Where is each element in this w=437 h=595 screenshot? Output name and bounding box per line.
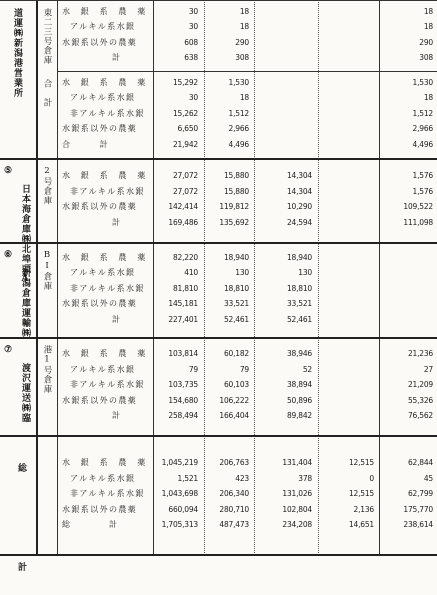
section-number: ⑥ [4,250,13,260]
cell-value: 30 [188,7,198,16]
cell-value: 1,512 [228,109,249,118]
column-rule [318,0,319,555]
cell-value: 1,705,313 [161,520,198,529]
cell-value: 52,461 [223,315,249,324]
cell-value: 21,209 [407,380,433,389]
row-label: 水銀系以外の農薬 [62,505,138,514]
cell-value: 89,842 [286,411,312,420]
row-label: 非アルキル系水銀 [70,109,145,118]
warehouse-name: 渡沢運送㈱臨 [20,363,30,423]
row-rule [0,554,437,556]
cell-value: 660,094 [168,505,198,514]
row-label: 水 銀 系 農 薬 [62,171,147,180]
cell-value: 30 [188,93,198,102]
section-number: ⑦ [4,345,13,355]
cell-value: 410 [184,268,198,277]
cell-value: 60,182 [223,349,249,358]
row-rule [57,71,437,72]
cell-value: 18 [423,22,433,31]
row-label: 非アルキル系水銀 [70,187,145,196]
cell-value: 608 [184,38,198,47]
cell-value: 2,136 [353,505,374,514]
row-label: アルキル系水銀 [70,93,136,102]
cell-value: 27,072 [172,171,198,180]
cell-value: 175,770 [403,505,433,514]
total-row-label: 計 [112,315,122,324]
cell-value: 15,262 [172,109,198,118]
cell-value: 1,530 [228,78,249,87]
cell-value: 1,045,219 [161,458,198,467]
cell-value: 130 [235,268,249,277]
warehouse-building: 港1号倉庫 [42,345,52,394]
cell-value: 33,521 [286,299,312,308]
cell-value: 45 [423,474,433,483]
row-label: 水 銀 系 農 薬 [62,253,147,262]
cell-value: 1,521 [177,474,198,483]
cell-value: 60,103 [223,380,249,389]
cell-value: 76,562 [407,411,433,420]
total-row-label: 計 [112,411,122,420]
cell-value: 38,894 [286,380,312,389]
cell-value: 21,236 [407,349,433,358]
cell-value: 103,814 [168,349,198,358]
cell-value: 18,810 [223,284,249,293]
row-rule [0,158,437,160]
cell-value: 79 [239,365,249,374]
row-rule [0,242,437,244]
cell-value: 15,292 [172,78,198,87]
cell-value: 135,692 [219,218,249,227]
cell-value: 169,486 [168,218,198,227]
cell-value: 290 [235,38,249,47]
row-label: 水銀系以外の農薬 [62,38,138,47]
cell-value: 238,614 [403,520,433,529]
row-rule [0,435,437,437]
cell-value: 18 [239,22,249,31]
row-label: 水銀系以外の農薬 [62,124,138,133]
cell-value: 308 [235,53,249,62]
cell-value: 103,735 [168,380,198,389]
cell-value: 258,494 [168,411,198,420]
row-label: アルキル系水銀 [70,474,136,483]
cell-value: 15,880 [223,171,249,180]
cell-value: 52,461 [286,315,312,324]
row-label: アルキル系水銀 [70,22,136,31]
cell-value: 234,208 [282,520,312,529]
cell-value: 102,804 [282,505,312,514]
cell-value: 0 [369,474,374,483]
cell-value: 227,401 [168,315,198,324]
cell-value: 131,026 [282,489,312,498]
cell-value: 638 [184,53,198,62]
column-rule [36,0,38,555]
cell-value: 18 [239,93,249,102]
cell-value: 109,522 [403,202,433,211]
column-rule [204,0,205,555]
cell-value: 308 [419,53,433,62]
cell-value: 55,326 [407,396,433,405]
row-label: 水 銀 系 農 薬 [62,458,147,467]
cell-value: 27,072 [172,187,198,196]
cell-value: 18,940 [286,253,312,262]
cell-value: 280,710 [219,505,249,514]
cell-value: 111,098 [403,218,433,227]
cell-value: 106,222 [219,396,249,405]
warehouse-building: 合 計 [42,79,52,108]
cell-value: 15,880 [223,187,249,196]
cell-value: 130 [298,268,312,277]
cell-value: 142,414 [168,202,198,211]
column-rule [254,0,255,555]
cell-value: 12,515 [348,458,374,467]
warehouse-building: 東二三号倉庫 [42,8,52,65]
cell-value: 24,594 [286,218,312,227]
cell-value: 1,576 [412,187,433,196]
row-label: 非アルキル系水銀 [70,380,145,389]
cell-value: 1,530 [412,78,433,87]
warehouse-building: 2号倉庫 [42,166,52,206]
cell-value: 62,844 [407,458,433,467]
column-rule [379,0,380,555]
warehouse-name: 総 計 [16,463,26,595]
cell-value: 2,966 [228,124,249,133]
cell-value: 50,896 [286,396,312,405]
column-rule [57,0,58,555]
cell-value: 18 [423,7,433,16]
total-row-label: 合 計 [62,140,109,149]
row-rule [0,337,437,339]
cell-value: 206,340 [219,489,249,498]
cell-value: 154,680 [168,396,198,405]
total-row-label: 総 計 [62,520,119,529]
row-rule [0,0,437,1]
cell-value: 4,496 [412,140,433,149]
cell-value: 18,810 [286,284,312,293]
cell-value: 81,810 [172,284,198,293]
cell-value: 1,043,698 [161,489,198,498]
cell-value: 487,473 [219,520,249,529]
warehouse-building: BI倉庫 [42,250,52,291]
cell-value: 38,946 [286,349,312,358]
column-rule [153,0,154,555]
warehouse-name: 新潟倉庫運輸㈱ [20,268,30,338]
row-label: 非アルキル系水銀 [70,489,145,498]
cell-value: 2,966 [412,124,433,133]
cell-value: 14,304 [286,187,312,196]
cell-value: 12,515 [348,489,374,498]
row-label: 水銀系以外の農薬 [62,202,138,211]
total-row-label: 計 [112,218,122,227]
cell-value: 18,940 [223,253,249,262]
cell-value: 52 [302,365,312,374]
row-label: アルキル系水銀 [70,365,136,374]
cell-value: 119,812 [219,202,249,211]
cell-value: 1,512 [412,109,433,118]
cell-value: 1,576 [412,171,433,180]
cell-value: 290 [419,38,433,47]
cell-value: 27 [423,365,433,374]
cell-value: 30 [188,22,198,31]
cell-value: 6,650 [177,124,198,133]
warehouse-name: 日本海倉庫㈱北埠頭A [20,184,30,285]
cell-value: 131,404 [282,458,312,467]
row-label: アルキル系水銀 [70,268,136,277]
cell-value: 62,799 [407,489,433,498]
cell-value: 82,220 [172,253,198,262]
cell-value: 206,763 [219,458,249,467]
warehouse-name: 道運㈱新潟港営業所 [12,8,22,98]
cell-value: 21,942 [172,140,198,149]
cell-value: 18 [423,93,433,102]
row-label: 水 銀 系 農 薬 [62,78,147,87]
row-label: 水 銀 系 農 薬 [62,349,147,358]
cell-value: 10,290 [286,202,312,211]
row-label: 水 銀 系 農 薬 [62,7,147,16]
cell-value: 18 [239,7,249,16]
cell-value: 79 [188,365,198,374]
cell-value: 14,304 [286,171,312,180]
section-number: ⑤ [4,166,13,176]
cell-value: 378 [298,474,312,483]
row-label: 非アルキル系水銀 [70,284,145,293]
cell-value: 145,181 [168,299,198,308]
row-label: 水銀系以外の農薬 [62,299,138,308]
cell-value: 33,521 [223,299,249,308]
cell-value: 14,651 [348,520,374,529]
cell-value: 166,404 [219,411,249,420]
row-label: 水銀系以外の農薬 [62,396,138,405]
total-row-label: 計 [112,53,122,62]
cell-value: 4,496 [228,140,249,149]
cell-value: 423 [235,474,249,483]
